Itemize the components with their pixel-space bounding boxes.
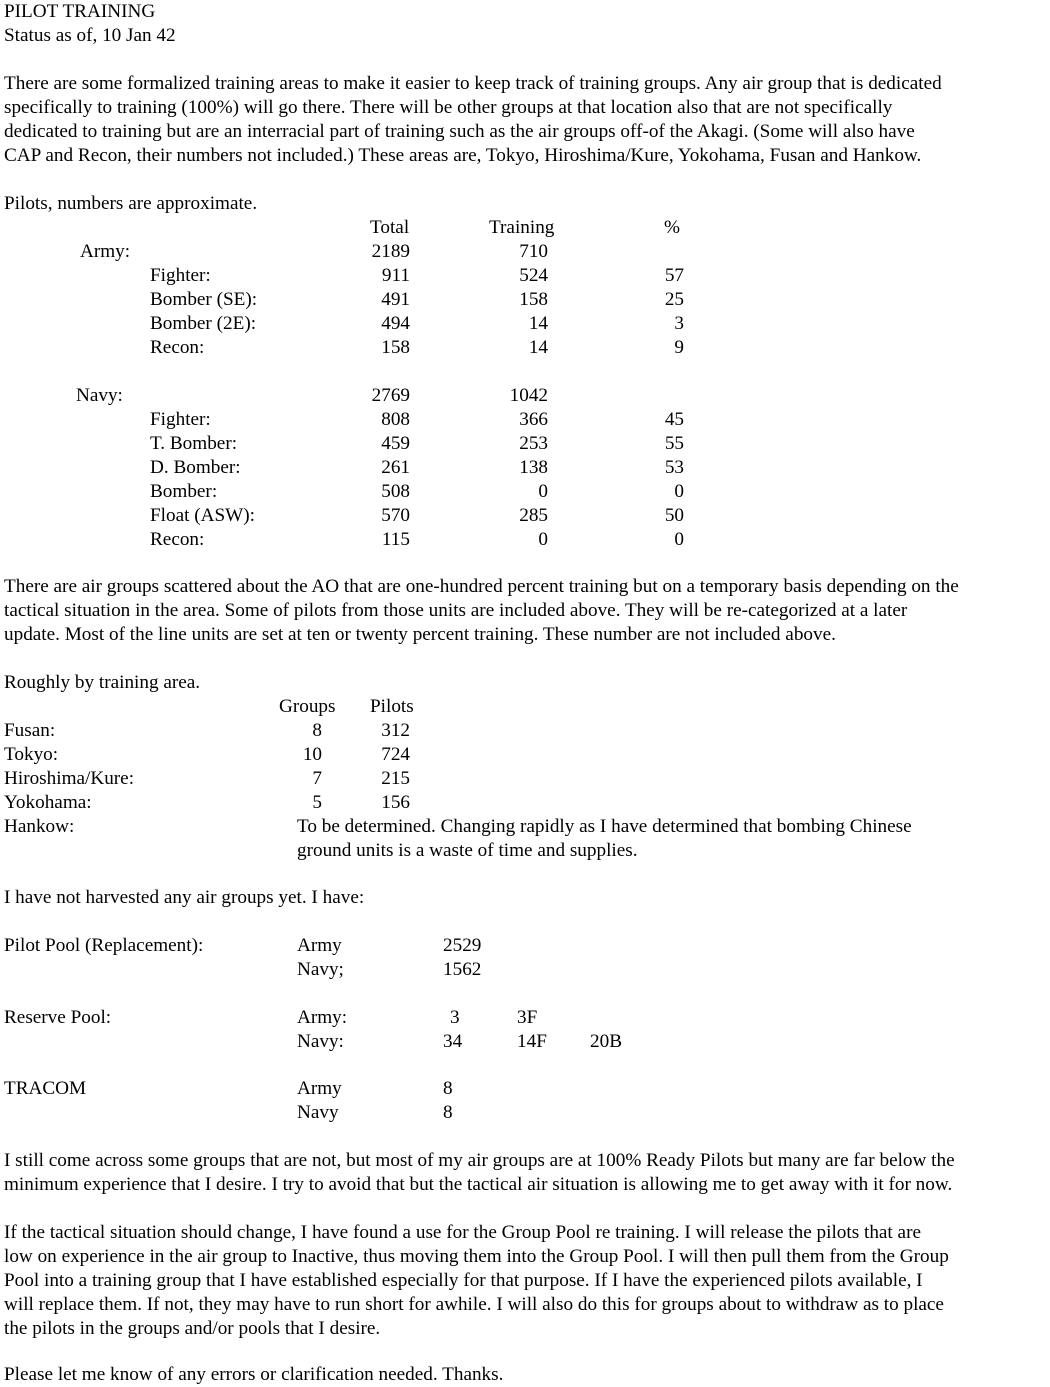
scattered-line: tactical situation in the area. Some of pilots from those units are included above. They will be re-categorized at a later	[4, 600, 908, 621]
navy-row-label: Fighter:	[150, 409, 211, 430]
ready-line: minimum experience that I desire. I try to avoid that but the tactical air situation is allowing me to get away with it for now.	[4, 1174, 953, 1195]
pilot-pool-label: Pilot Pool (Replacement):	[4, 935, 204, 956]
navy-label: Navy:	[76, 385, 123, 406]
navy-row-label: Float (ASW):	[150, 505, 255, 526]
army-total: 2189	[371, 241, 410, 262]
navy-row-training: 366	[519, 409, 548, 430]
navy-row-label: T. Bomber:	[150, 433, 238, 454]
reserve-pool-army-value: 3	[450, 1007, 460, 1028]
area-groups: 5	[312, 792, 322, 813]
navy-row-label: D. Bomber:	[150, 457, 241, 478]
pilot-pool-army-label: Army	[297, 935, 342, 956]
army-row-total: 494	[381, 313, 410, 334]
hankow-note-line2: ground units is a waste of time and supplies.	[297, 840, 638, 861]
col-header-total: Total	[370, 217, 410, 238]
intro-line: dedicated to training but are an interracial part of training such as the air groups off-of the Akagi. (Some will also have	[4, 121, 915, 142]
area-heading: Roughly by training area.	[4, 672, 201, 693]
change-line: will replace them. If not, they may have to run short for awhile. I will also do this for groups about to withdraw as to place	[4, 1294, 944, 1315]
army-row-pct: 25	[664, 289, 684, 310]
hankow-note-line1: To be determined. Changing rapidly as I have determined that bombing Chinese	[297, 816, 912, 837]
army-row-total: 491	[381, 289, 410, 310]
navy-row-total: 261	[381, 457, 410, 478]
intro-line: There are some formalized training areas to make it easier to keep track of training groups. Any air group that is dedicated	[4, 73, 942, 94]
pilots-heading: Pilots, numbers are approximate.	[4, 193, 258, 214]
pilot-pool-navy-label: Navy;	[297, 959, 344, 980]
area-name: Fusan:	[4, 720, 56, 741]
document-title: PILOT TRAINING	[4, 1, 156, 22]
navy-row-label: Bomber:	[150, 481, 218, 502]
navy-row-total: 115	[381, 529, 410, 550]
intro-line: CAP and Recon, their numbers not included.) These areas are, Tokyo, Hiroshima/Kure, Yokohama, Fusan and Hankow.	[4, 145, 922, 166]
ready-line: I still come across some groups that are not, but most of my air groups are at 100% Ready Pilots but many are far below the	[4, 1150, 955, 1171]
reserve-pool-label: Reserve Pool:	[4, 1007, 112, 1028]
change-line: the pilots in the groups and/or pools that I desire.	[4, 1318, 381, 1339]
scattered-line: There are air groups scattered about the AO that are one-hundred percent training but on a temporary basis depending on the	[4, 576, 959, 597]
reserve-pool-navy-label: Navy:	[297, 1031, 344, 1052]
pilot-pool-navy-value: 1562	[443, 959, 482, 980]
army-row-training: 14	[528, 337, 548, 358]
area-name: Tokyo:	[4, 744, 59, 765]
reserve-pool-navy-value: 34	[443, 1031, 463, 1052]
area-name: Yokohama:	[4, 792, 92, 813]
pilot-pool-army-value: 2529	[443, 935, 482, 956]
navy-row-total: 808	[381, 409, 410, 430]
army-row-pct: 57	[664, 265, 684, 286]
reserve-pool-navy-b: 20B	[590, 1031, 622, 1052]
closing-line: Please let me know of any errors or clarification needed. Thanks.	[4, 1364, 504, 1385]
army-row-total: 158	[381, 337, 410, 358]
army-row-pct: 3	[674, 313, 684, 334]
navy-row-training: 253	[519, 433, 548, 454]
area-groups: 10	[302, 744, 322, 765]
army-row-training: 158	[519, 289, 548, 310]
reserve-pool-army-label: Army:	[297, 1007, 348, 1028]
navy-total: 2769	[371, 385, 410, 406]
col-header-pct: %	[664, 217, 680, 238]
reserve-pool-navy-f: 14F	[517, 1031, 547, 1052]
navy-row-pct: 0	[674, 481, 684, 502]
col-header-groups: Groups	[279, 696, 336, 717]
navy-row-training: 0	[538, 529, 548, 550]
army-row-label: Fighter:	[150, 265, 211, 286]
area-pilots: 156	[381, 792, 410, 813]
area-groups: 8	[312, 720, 322, 741]
area-pilots: 312	[381, 720, 410, 741]
tracom-army-value: 8	[443, 1078, 453, 1099]
navy-training: 1042	[509, 385, 548, 406]
army-row-pct: 9	[674, 337, 684, 358]
intro-line: specifically to training (100%) will go there. There will be other groups at that location also that are not specifically	[4, 97, 893, 118]
navy-row-pct: 0	[674, 529, 684, 550]
tracom-navy-value: 8	[443, 1102, 453, 1123]
navy-row-label: Recon:	[150, 529, 205, 550]
tracom-army-label: Army	[297, 1078, 342, 1099]
army-row-label: Bomber (SE):	[150, 289, 258, 310]
change-line: Pool into a training group that I have established especially for that purpose. If I have the experienced pilots available, I	[4, 1270, 923, 1291]
tracom-navy-label: Navy	[297, 1102, 339, 1123]
navy-row-total: 570	[381, 505, 410, 526]
col-header-training: Training	[489, 217, 555, 238]
area-pilots: 215	[381, 768, 410, 789]
change-line: If the tactical situation should change, I have found a use for the Group Pool re training. I will release the pilots that are	[4, 1222, 921, 1243]
status-date: Status as of, 10 Jan 42	[4, 25, 176, 46]
area-name: Hiroshima/Kure:	[4, 768, 135, 789]
navy-row-pct: 50	[664, 505, 684, 526]
army-label: Army:	[80, 241, 131, 262]
army-row-label: Bomber (2E):	[150, 313, 257, 334]
change-line: low on experience in the air group to Inactive, thus moving them into the Group Pool. I will then pull them from the Group	[4, 1246, 949, 1267]
navy-row-training: 285	[519, 505, 548, 526]
navy-row-training: 0	[538, 481, 548, 502]
army-training: 710	[519, 241, 548, 262]
navy-row-pct: 45	[664, 409, 684, 430]
area-groups: 7	[312, 768, 322, 789]
harvest-line: I have not harvested any air groups yet. I have:	[4, 887, 365, 908]
army-row-training: 14	[528, 313, 548, 334]
navy-row-total: 459	[381, 433, 410, 454]
col-header-pilots: Pilots	[370, 696, 414, 717]
army-row-label: Recon:	[150, 337, 205, 358]
reserve-pool-army-f: 3F	[517, 1007, 538, 1028]
navy-row-training: 138	[519, 457, 548, 478]
scattered-line: update. Most of the line units are set at ten or twenty percent training. These number are not included above.	[4, 624, 836, 645]
navy-row-pct: 53	[664, 457, 684, 478]
army-row-total: 911	[381, 265, 410, 286]
area-name-hankow: Hankow:	[4, 816, 75, 837]
tracom-label: TRACOM	[4, 1078, 87, 1099]
navy-row-pct: 55	[664, 433, 684, 454]
navy-row-total: 508	[381, 481, 410, 502]
area-pilots: 724	[381, 744, 410, 765]
army-row-training: 524	[519, 265, 548, 286]
